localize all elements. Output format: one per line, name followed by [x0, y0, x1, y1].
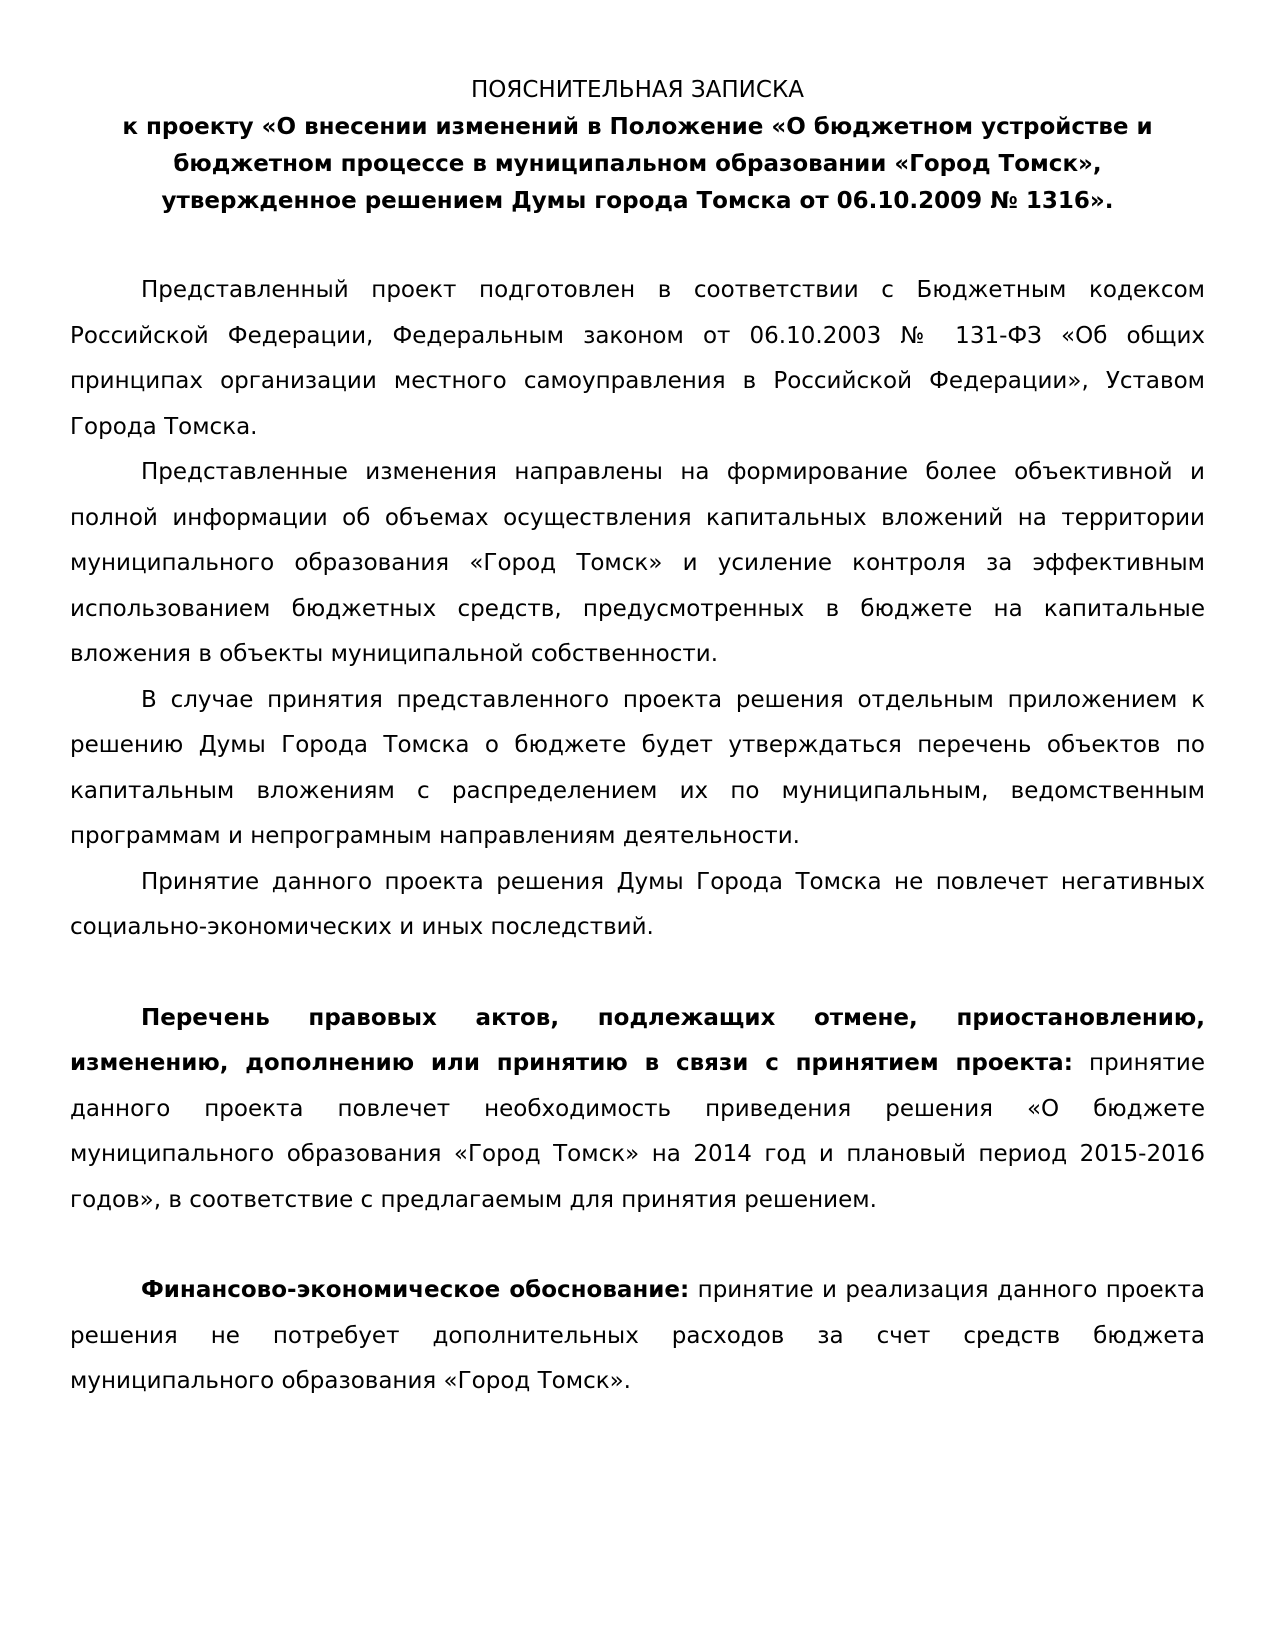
- paragraph-financial: [70, 1268, 1205, 1405]
- paragraph-consequences: Принятие данного проекта решения Думы Города Томска не повлечет негативных социально-экономических и иных последствий.: [70, 868, 1205, 940]
- paragraph-legal-basis: Представленный проект подготовлен в соответствии с Бюджетным кодексом Российской Федерации, Федеральным законом от 06.10.2003 № 131-ФЗ «Об общих принципах организации местного самоуправления в Российской Федерации», Уставом Города Томска.: [70, 277, 1205, 440]
- document-title: ПОЯСНИТЕЛЬНАЯ ЗАПИСКА: [470, 77, 805, 103]
- document-page: [70, 72, 1205, 1405]
- financial-heading: Финансово-экономическое обоснование:: [141, 1277, 690, 1303]
- subtitle-line: бюджетном процессе в муниципальном образовании «Город Томск»,: [173, 151, 1102, 177]
- document-body: [70, 268, 1205, 1405]
- document-subtitle: [70, 109, 1205, 220]
- subtitle-line: утвержденное решением Думы города Томска от 06.10.2009 № 1316».: [161, 188, 1114, 214]
- subtitle-line: к проекту «О внесении изменений в Положение «О бюджетном устройстве и: [122, 114, 1153, 140]
- financial-text: принятие и реализация данного проекта решения не потребует дополнительных расходов за счет средств бюджета муниципального образования «Город Томск».: [70, 1277, 1205, 1394]
- paragraph-legal-acts: [70, 996, 1205, 1224]
- legal-acts-text: принятие данного проекта повлечет необходимость приведения решения «О бюджете муниципального образования «Город Томск» на 2014 год и плановый период 2015-2016 годов», в соответствие с предлагаемым для принятия решением.: [70, 1050, 1205, 1213]
- paragraph-effect: В случае принятия представленного проекта решения отдельным приложением к решению Думы Города Томска о бюджете будет утверждаться перечень объектов по капитальным вложениям с распределением их по муниципальным, ведомственным программам и непрограмным направлениям деятельности.: [70, 686, 1205, 849]
- legal-acts-heading: Перечень правовых актов, подлежащих отмене, приостановлению, изменению, дополнению или принятию в связи с принятием проекта:: [70, 1004, 1205, 1076]
- paragraph-purpose: Представленные изменения направлены на формирование более объективной и полной информации об объемах осуществления капитальных вложений на территории муниципального образования «Город Томск» и усиление контроля за эффективным использованием бюджетных средств, предусмотренных в бюджете на капитальные вложения в объекты муниципальной собственности.: [70, 459, 1205, 667]
